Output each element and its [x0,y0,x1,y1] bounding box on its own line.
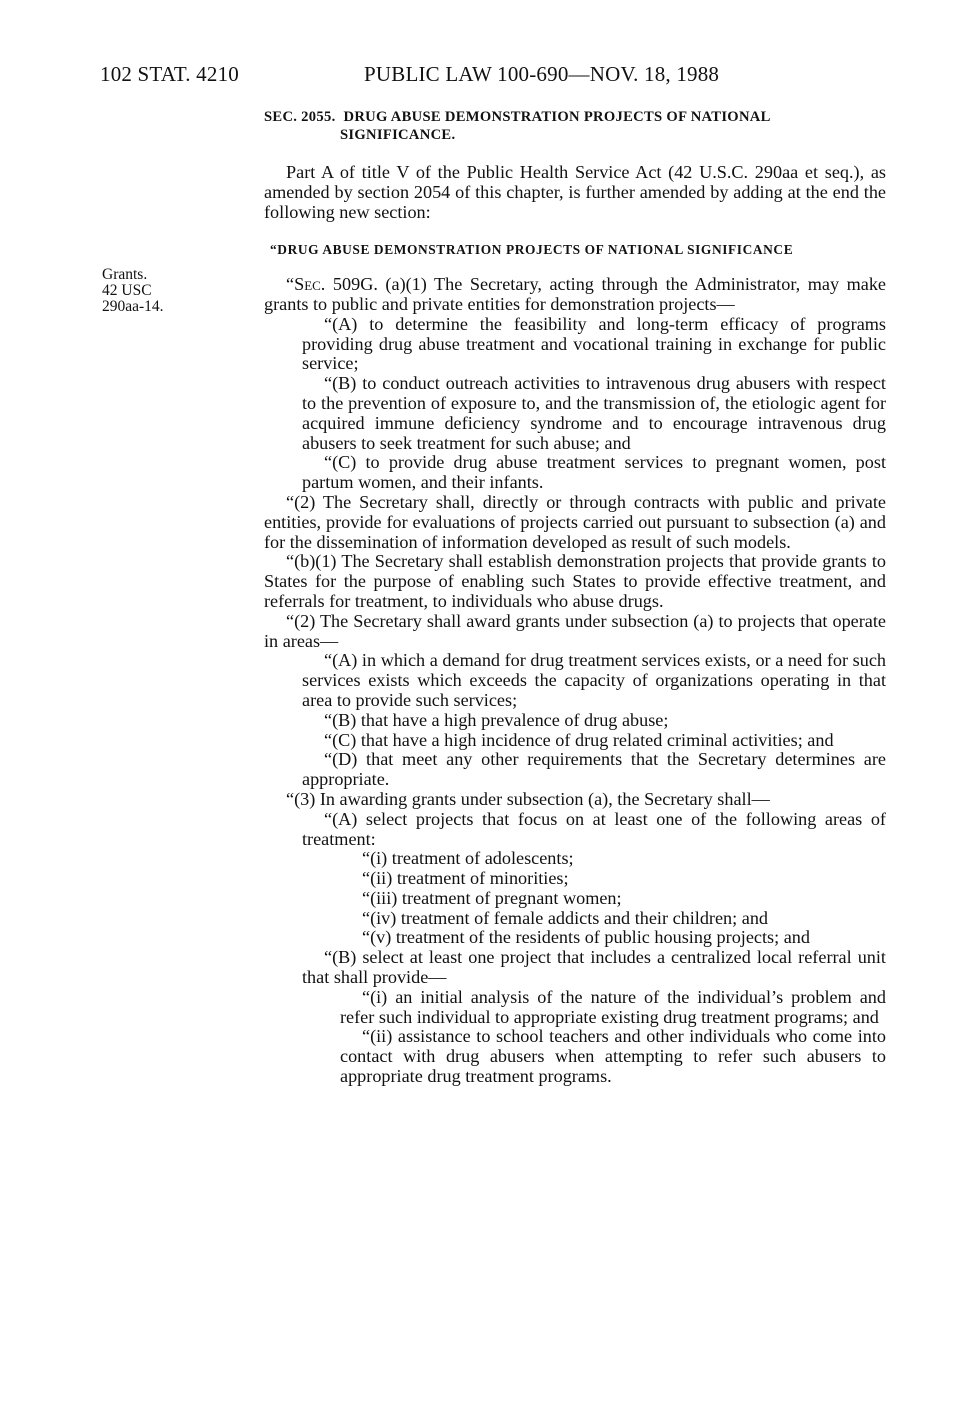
list-item: “(C) to provide drug abuse treatment services to pregnant women, post partum women, and their infants. [302,452,886,493]
paragraph-a2: “(2) The Secretary shall, directly or through contracts with public and private entities, provide for evaluations of projects carried out pursuant to subsection (a) and for the dissemination of information developed as result of such models. [264,491,886,552]
margin-note-grants: Grants. [102,266,148,283]
paragraph-b2: “(2) The Secretary shall award grants under subsection (a) to projects that operate in areas— [264,610,886,651]
list-item: “(B) that have a high prevalence of drug abuse; [324,709,669,730]
list-item: “(C) that have a high incidence of drug related criminal activities; and [324,729,834,750]
list-item: “(D) that meet any other requirements that the Secretary determines are appropriate. [302,749,886,790]
list-item: “(A) in which a demand for drug treatment services exists, or a need for such services exists which exceeds the capacity of organizations operating in that area to provide such services; [302,650,886,710]
new-section-title: “DRUG ABUSE DEMONSTRATION PROJECTS OF NATIONAL SIGNIFICANCE [270,242,794,258]
list-item: “(iii) treatment of pregnant women; [362,887,622,908]
list-item: “(ii) assistance to school teachers and other individuals who come into contact with drug abusers when attempting to refer such abusers to appropriate drug treatment programs. [340,1026,886,1087]
paragraph-b3: “(3) In awarding grants under subsection (a), the Secretary shall— [286,788,770,809]
statute-page-number: 102 STAT. 4210 [100,62,239,86]
list-item: “(ii) treatment of minorities; [362,868,569,889]
paragraph-a1 [264,275,886,315]
section-intro: Part A of title V of the Public Health Service Act (42 U.S.C. 290aa et seq.), as amended by section 2054 of this chapter, is further amended by adding at the end the following new section: [264,162,886,222]
margin-note-section: 290aa-14. [102,298,164,315]
list-item: “(B) to conduct outreach activities to intravenous drug abusers with respect to the prevention of exposure to, and the transmission of, the etiologic agent for acquired immune deficiency syndrome and to encourage intravenous drug abusers to seek treatment for such abuse; and [302,373,886,453]
sec-lead-text: 509G. (a)(1) The Secretary, acting through the Administrator, may make grants to public and private entities for demonstration projects— [264,274,887,314]
public-law-citation: PUBLIC LAW 100-690—NOV. 18, 1988 [364,62,720,86]
margin-note [102,267,212,315]
section-title: DRUG ABUSE DEMONSTRATION PROJECTS OF NATIONAL SIGNIFICANCE. [340,109,770,143]
list-item: “(i) treatment of adolescents; [362,848,574,869]
list-item: “(i) an initial analysis of the nature of the individual’s problem and refer such individual to appropriate existing drug treatment programs; and [340,986,886,1027]
page-header [100,62,800,90]
list-item: “(v) treatment of the residents of public housing projects; and [362,927,810,948]
section-number: SEC. 2055. [264,109,336,125]
document-body [264,108,886,1087]
list-item: “(A) to determine the feasibility and long-term efficacy of programs providing drug abuse treatment and vocational training in exchange for public service; [302,313,886,374]
section-heading [264,108,886,144]
paragraph-b1: “(b)(1) The Secretary shall establish demonstration projects that provide grants to States for the purpose of enabling such States to provide effective treatment, and referrals for treatment, to individuals who abuse drugs. [264,551,886,611]
sec-label: “Sec. [286,274,326,295]
paragraph-b3-a: “(A) select projects that focus on at least one of the following areas of treatment: [302,808,886,849]
margin-note-usc: 42 USC [102,282,152,299]
list-item: “(iv) treatment of female addicts and their children; and [362,907,769,928]
paragraph-b3-b: “(B) select at least one project that includes a centralized local referral unit that shall provide— [302,947,886,988]
